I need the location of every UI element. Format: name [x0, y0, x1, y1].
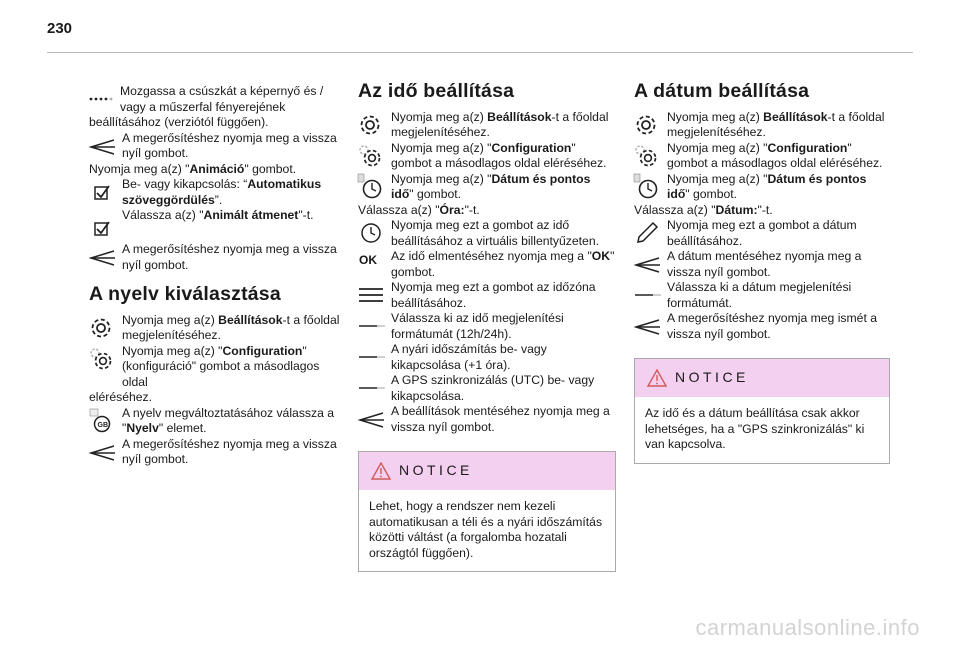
warning-icon: [371, 462, 391, 480]
toggle-icon: [356, 343, 386, 371]
column-middle: [358, 80, 616, 572]
settings-gear-icon: [356, 111, 386, 139]
back-arrow-icon: [87, 438, 117, 466]
confirm-back-2: A megerősítéshez nyomja meg a vissza nyíl gombot.: [89, 242, 345, 273]
watermark: carmanualsonline.info: [695, 615, 920, 640]
notice-box: [634, 358, 890, 464]
notice-header: [359, 452, 615, 490]
section-title-language: A nyelv kiválasztása: [89, 283, 281, 305]
time-step-2: Nyomja meg a(z) "Configuration" gombot a másodlagos oldal eléréséhez.: [358, 141, 616, 172]
pencil-icon: [632, 219, 662, 247]
language-step-2-cont: eléréséhez.: [89, 390, 153, 404]
notice-text: Az idő és a dátum beállítása csak akkor lehetséges, ha a "GPS szinkronizálás" ki van kapcsolva.: [645, 406, 865, 451]
toggle-icon: [356, 374, 386, 402]
checkbox-icon: [87, 178, 117, 206]
date-step-3: Nyomja meg a(z) "Dátum és pontos idő" gombot.: [634, 172, 890, 203]
notice-box: [358, 451, 616, 572]
language-icon: [87, 407, 117, 435]
language-step-1: Nyomja meg a(z) Beállítások-t a főoldal megjelenítéséhez.: [89, 313, 345, 344]
section-title-time: Az idő beállítása: [358, 80, 515, 102]
time-step-9: A nyári időszámítás be- vagy kikapcsolása (+1 óra).: [358, 342, 616, 373]
toggle-icon: [632, 281, 662, 309]
date-step-7: Válassza ki a dátum megjelenítési formátumát.: [634, 280, 890, 311]
slider-instruction-cont: beállításához (verziótól függően).: [89, 115, 269, 129]
date-step-8: A megerősítéshez nyomja meg ismét a vissza nyíl gombot.: [634, 311, 890, 342]
slider-icon: [87, 85, 117, 113]
notice-text: Lehet, hogy a rendszer nem kezeli automatikusan a téli és a nyári időszámítás közötti váltást (a forgalomba hozatali országtól függően).: [369, 499, 603, 560]
time-step-6: OK Az idő elmentéséhez nyomja meg a "OK" gombot.: [359, 249, 615, 279]
date-step-2: Nyomja meg a(z) "Configuration" gombot a másodlagos oldal eléréséhez.: [634, 141, 890, 172]
language-step-4: A megerősítéshez nyomja meg a vissza nyíl gombot.: [89, 437, 345, 468]
notice-header: [635, 359, 889, 397]
ok-icon: OK: [359, 253, 377, 267]
time-step-7: Nyomja meg ezt a gombot az időzóna beállításához.: [358, 280, 616, 311]
configuration-gear-icon: [87, 345, 117, 373]
column-right: [634, 80, 890, 464]
auto-scroll-toggle: Be- vagy kikapcsolás: “Automatikus szöveggördülés”.: [89, 177, 345, 208]
time-step-10: A GPS szinkronizálás (UTC) be- vagy kikapcsolása.: [358, 373, 616, 404]
language-step-3: A nyelv megváltoztatásához válassza a "Nyelv" elemet.: [89, 406, 345, 437]
time-step-4: Válassza a(z) "Óra:"-t.: [358, 202, 480, 217]
date-step-1: Nyomja meg a(z) Beállítások-t a főoldal megjelenítéséhez.: [634, 110, 890, 141]
back-arrow-icon: [87, 243, 117, 271]
animation-instruction: Nyomja meg a(z) "Animáció" gombot.: [89, 161, 297, 176]
slider-instruction: Mozgassa a csúszkát a képernyő és / vagy a műszerfal fényerejének: [89, 84, 345, 115]
date-step-4: Válassza a(z) "Dátum:"-t.: [634, 202, 773, 217]
clock-icon: [356, 173, 386, 201]
column-left: [89, 84, 345, 468]
time-step-3: Nyomja meg a(z) "Dátum és pontos idő" gombot.: [358, 172, 616, 203]
notice-title: NOTICE: [399, 462, 473, 478]
time-step-5: Nyomja meg ezt a gombot az idő beállításához a virtuális billentyűzeten.: [358, 218, 616, 249]
warning-icon: [647, 369, 667, 387]
settings-gear-icon: [632, 111, 662, 139]
date-step-5: Nyomja meg ezt a gombot a dátum beállításához.: [634, 218, 890, 249]
back-arrow-icon: [87, 132, 117, 160]
back-arrow-icon: [632, 312, 662, 340]
back-arrow-icon: [632, 250, 662, 278]
clock-edit-icon: [356, 219, 386, 247]
configuration-gear-icon: [356, 142, 386, 170]
date-step-6: A dátum mentéséhez nyomja meg a vissza nyíl gombot.: [634, 249, 890, 280]
time-step-8: Válassza ki az idő megjelenítési formátumát (12h/24h).: [358, 311, 616, 342]
animated-transition: Válassza a(z) "Animált átmenet"-t.: [89, 208, 345, 238]
checkbox-icon: [87, 214, 117, 242]
confirm-back-1: A megerősítéshez nyomja meg a vissza nyíl gombot.: [89, 131, 345, 162]
page-number: 230: [47, 20, 73, 37]
time-step-11: A beállítások mentéséhez nyomja meg a vissza nyíl gombot.: [358, 404, 616, 435]
menu-icon: [356, 281, 386, 309]
settings-gear-icon: [87, 314, 117, 342]
notice-title: NOTICE: [675, 369, 749, 385]
toggle-icon: [356, 312, 386, 340]
language-step-2: Nyomja meg a(z) "Configuration" (konfiguráció" gombot a másodlagos oldal: [89, 344, 345, 391]
back-arrow-icon: [356, 405, 386, 433]
time-step-1: Nyomja meg a(z) Beállítások-t a főoldal megjelenítéséhez.: [358, 110, 616, 141]
configuration-gear-icon: [632, 142, 662, 170]
section-title-date: A dátum beállítása: [634, 80, 810, 102]
top-divider: [47, 52, 913, 53]
clock-icon: [632, 173, 662, 201]
